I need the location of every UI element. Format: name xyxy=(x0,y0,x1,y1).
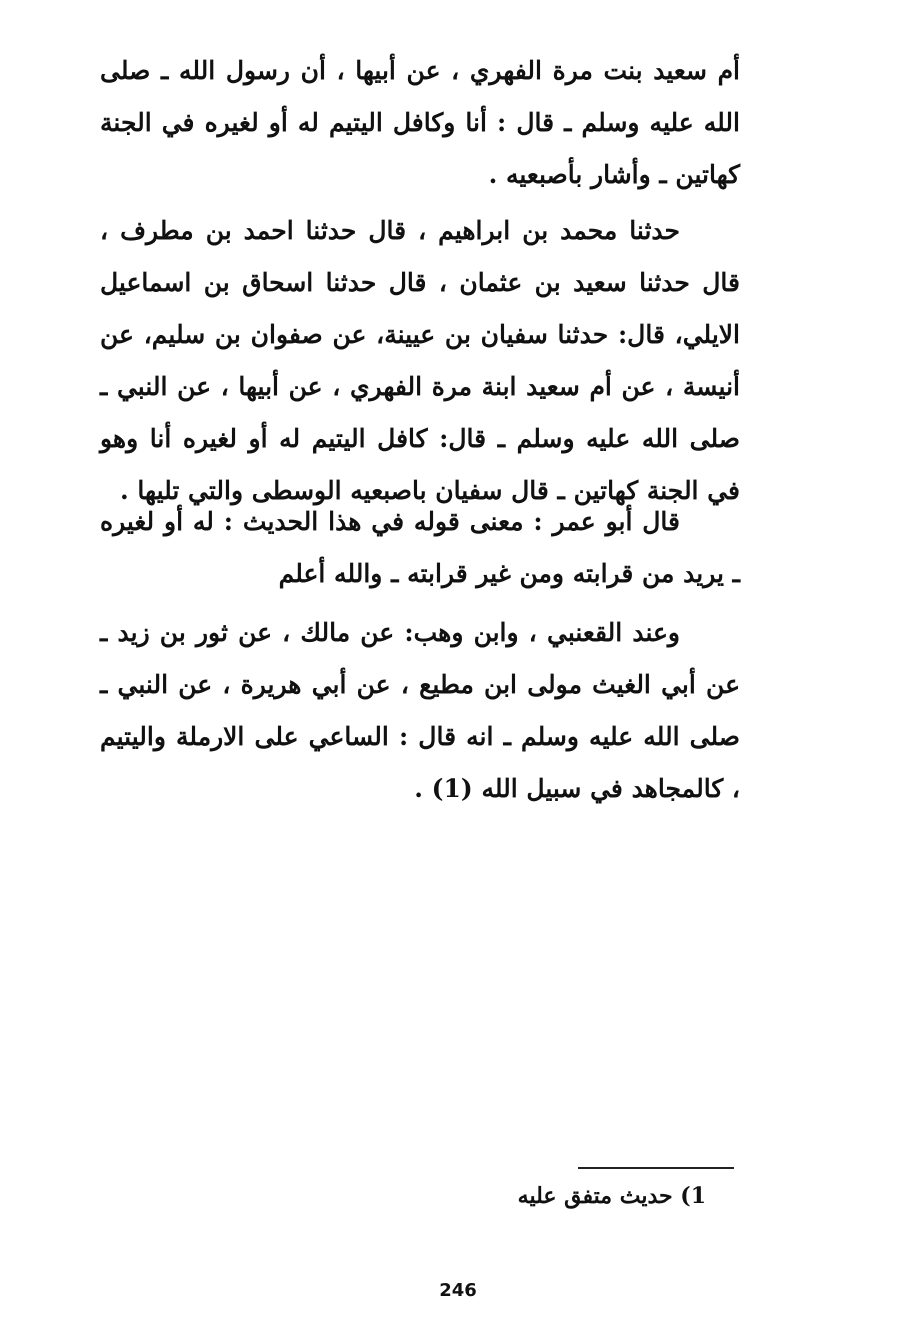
page-number: 246 xyxy=(439,1280,477,1301)
paragraph-2: حدثنا محمد بن ابراهيم ، قال حدثنا احمد بن مطرف ، قال حدثنا سعيد بن عثمان ، قال حدثنا اسحاق بن اسماعيل الايلي، قال: حدثنا سفيان بن عيينة، عن صفوان بن سليم، عن أنيسة ، عن أم سعيد ابنة مرة الفهري ، عن أبيها ، عن النبي ـ صلى الله عليه وسلم ـ قال: كافل اليتيم له أو لغيره أنا وهو في الجنة كهاتين ـ قال سفيان باصبعيه الوسطى والتي تليها . xyxy=(100,216,740,505)
paragraph-4: وعند القعنبي ، وابن وهب: عن مالك ، عن ثور بن زيد ـ عن أبي الغيث مولى ابن مطيع ، عن أبي هريرة ، عن النبي ـ صلى الله عليه وسلم ـ انه قال : الساعي على الارملة واليتيم ، كالمجاهد في سبيل الله (1) . xyxy=(100,618,740,803)
paragraph-1: أم سعيد بنت مرة الفهري ، عن أبيها ، أن رسول الله ـ صلى الله عليه وسلم ـ قال : أنا وكافل اليتيم له أو لغيره في الجنة كهاتين ـ وأشار بأصبعيه . xyxy=(100,56,740,189)
footnote: 1) حديث متفق عليه xyxy=(517,1183,706,1209)
footnote-divider xyxy=(578,1167,734,1169)
paragraph-3: قال أبو عمر : معنى قوله في هذا الحديث : له أو لغيره ـ يريد من قرابته ومن غير قرابته ـ والله أعلم xyxy=(100,507,740,588)
